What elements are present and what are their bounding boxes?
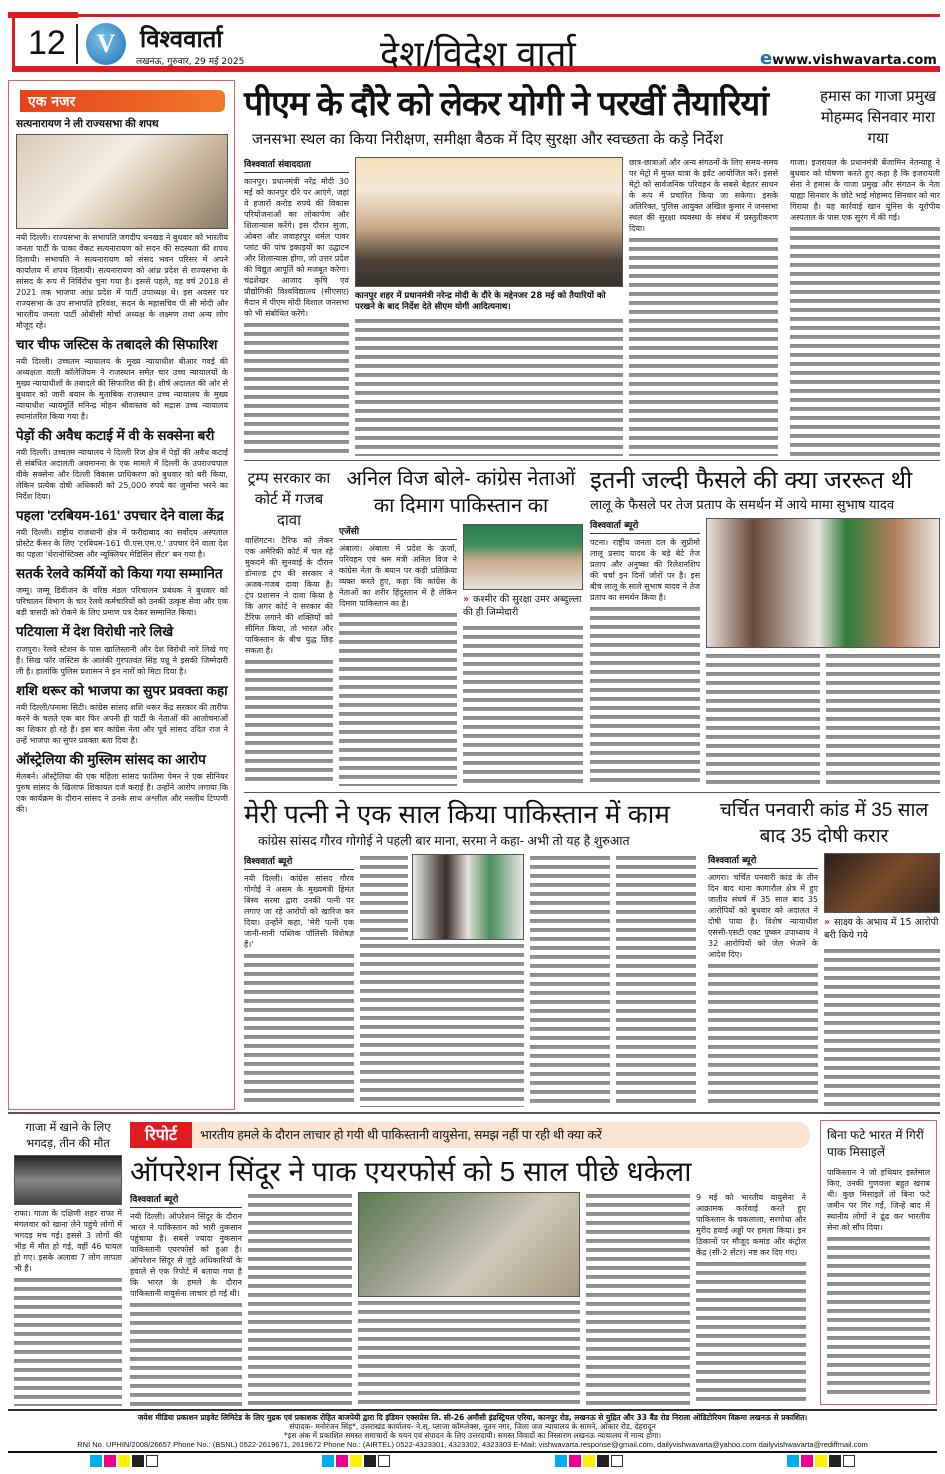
sindoor-headline: ऑपरेशन सिंदूर ने पाक एयरफोर्स को 5 साल पीछे धकेला: [130, 1156, 692, 1187]
brief-title: सतर्क रेलवे कर्मियों को किया गया सम्मानित: [16, 566, 223, 582]
lalu-subhead: लालू के फैसले पर तेज प्रताप के समर्थन में आये मामा सुभाष यादव: [590, 497, 895, 512]
byline: विश्ववार्ता ब्यूरो: [708, 853, 818, 869]
gaza-headline: गाजा में खाने के लिए भगदड़, तीन की मौत: [25, 1122, 111, 1150]
sindoor-body: नयी दिल्ली। ऑपरेशन सिंदूर के दौरान भारत ने पाकिस्तान को भारी नुकसान पहुंचाया है। सबसे ज्यादा नुकसान पाकिस्तानी एयरफोर्स को हुआ है। ऑपरेशन सिंदूर से जुड़े अधिकारियों के हवाले से एक रिपोर्ट में बताया गया है कि भारत के हमले के दौरान पाकिस्तानी वायुसेना लाचार हो गई थी।: [130, 1212, 242, 1298]
vij-headline: अनिल विज बोले- कांग्रेस नेताओं का दिमाग पाकिस्तान का: [346, 468, 576, 517]
section-title: देश/विदेश वार्ता: [380, 33, 576, 74]
color-registration-marks: [90, 1455, 158, 1467]
text-block: [706, 652, 820, 786]
brief-title: चार चीफ जस्टिस के तबादले की सिफारिश: [16, 336, 218, 352]
pullquote-text: साक्ष्य के अभाव में 15 आरोपी बरी किये गये: [824, 917, 939, 941]
lead-story: [244, 82, 784, 456]
gogoi-col-2: [360, 854, 524, 1107]
quote-chevron-icon: »: [824, 917, 831, 928]
vij-col-2: [463, 524, 583, 786]
sindoor-col-3: [358, 1192, 580, 1406]
text-block: [708, 962, 818, 1107]
sindoor-col-1: [130, 1192, 242, 1406]
brief-body: नयी दिल्ली। उच्चतम न्यायालय के मुख्य न्यायाधीश बीआर गवई की अध्यक्षता वाली कॉलेजियम ने राजस्थान समेत चार उच्च न्यायालयों के मुख्य न्यायाधीशों के तबादले की सिफारिश की है। शीर्ष अदालत की ओर से बुधवार को जारी बयान के मुताबिक राजस्थान उच्च न्यायालय के मुख्य न्यायाधीश न्यायमूर्ति मनिन्द्र मोहन श्रीवास्तव को मद्रास उच्च न्यायालय स्थानांतरित किया गया है।: [16, 356, 228, 421]
brief-title: पेड़ों की अवैध कटाई में वी के सक्सेना बरी: [16, 427, 215, 443]
text-block: [586, 1192, 690, 1406]
divider: [244, 792, 940, 793]
brief-body: मेलबर्न। ऑस्ट्रेलिया की एक महिला सांसद फातिमा पेमन ने एक सीनियर पुरुष सांसद के खिलाफ शिकायत दर्ज कराई है। उन्होंने आरोप लगाया कि एक कार्यक्रम के दौरान सांसद ने उनके साथ अश्लील और नस्लीय टिप्पणी की।: [16, 771, 228, 814]
gogoi-subhead: कांग्रेस सांसद गौरव गोगोई ने पहली बार माना, सरमा ने कहा- अभी तो यह है शुरुआत: [258, 834, 630, 848]
missiles-body: पाकिस्तान ने जो हथियार इस्तेमाल किए, उनकी गुणवत्ता बहुत खराब थी। कुछ मिसाइलें तो बिना फटे जमीन पर गिर गईं, जिन्हें बाद में स्थानीय लोगों ने ढूंढ कर भारतीय सेना को सौंप दिया।: [827, 1168, 930, 1232]
text-block: [616, 854, 696, 1107]
quote-chevron-icon: »: [463, 594, 470, 605]
lalu-col-1: [590, 518, 700, 786]
brief-body: जम्मू। जम्मू डिवीजन के वरिष्ठ मंडल परिचालन प्रबंधक ने बुधवार को परिचालन विभाग के चार रेलवे कर्मचारियों को उनकी उत्कृष्ट सेवा और एक बड़ी त्रासदी को रोकने के लिए प्रमाण पत्र देकर सम्मानित किया।: [16, 586, 228, 618]
gogoi-photo: [412, 854, 524, 940]
trump-headline: ट्रम्प सरकार का कोर्ट में गजब दावा: [247, 470, 331, 529]
text-block: [590, 605, 700, 786]
color-registration-marks: [787, 1455, 855, 1467]
text-block: [244, 952, 354, 1107]
hamas-headline: हमास का गाजा प्रमुख मोहम्मद सिनवार मारा गया: [820, 88, 936, 147]
brief-body: नयी दिल्ली। राज्यसभा के सभापति जगदीप धनखड़ ने बुधवार को भारतीय जनता पार्टी के पाका वेंकट सत्यनारायण को सदन की सदस्यता की शपथ दिलायी। सभापति ने सत्यनारायण को संसद भवन परिसर में अपने कार्यालय में शपथ दिलायी। सत्यनारायण को आंध्र प्रदेश से राज्यसभा के सांसद के रूप में निर्विरोध चुना गया है। इससे पहले, वह वर्ष 2018 से 2021 तक भाजपा आंध्र प्रदेश में पार्टी उपाध्यक्ष थे। इस अवसर पर राज्यसभा के उप सभापति हरिवंश, सदन के महासचिव पी सी मोदी और भारतीय जनता पार्टी ओबीसी मोर्चा अध्यक्ष के लक्ष्मण तथा अन्य लोग मौजूद रहे।: [16, 232, 228, 330]
lead-photo-caption: कानपुर शहर में प्रधानमंत्री नरेन्द्र मोदी के दौरे के मद्देनजर 28 मई को तैयारियों को परखने के बाद निर्देश देते सीएम योगी आदित्यनाथ।: [355, 291, 606, 312]
brief-body: नयी दिल्ली। राष्ट्रीय राजधानी क्षेत्र में फरीदाबाद का सर्वोदय अस्पताल प्रोस्टेट कैंसर के लिए 'टरबियम-161 पी.एस.एम.ए.' उपचार देने वाला देश का पहला 'थेरानोस्टिक्स और न्यूक्लियर मेडिसिन सेंटर' बन गया है।: [16, 528, 228, 560]
dateline: लखनऊ, गुरुवार, 29 मई 2025: [136, 57, 245, 67]
byline: विश्ववार्ता ब्यूरो: [130, 1192, 242, 1208]
brief-body: नयी दिल्ली। उच्चतम न्यायालय ने दिल्ली रिज क्षेत्र में पेड़ों की अवैध कटाई से संबंधित अदालती अवमानना के एक मामले में दिल्ली के उपराज्यपाल वीके सक्सेना और दिल्ली विकास प्राधिकरण को बुधवार को बरी किया, लेकिन प्रत्येक दोषी अधिकारी को 25,000 रुपये का जुर्माना भरने का निर्देश दिया।: [16, 447, 228, 501]
vij-story: [339, 466, 583, 786]
text-block: [360, 942, 524, 1107]
footer: [8, 1413, 937, 1467]
trump-body: वाशिंगटन। टैरिफ को लेकर एक अमेरिकी कोर्ट में चल रहे मुकदमे की सुनवाई के दौरान डोनाल्ड ट्रंप की सरकार ने अजब-गजब दावा किया है। ट्रंप प्रशासन ने दावा किया है कि अगर कोर्ट ने सरकार की टैरिफ लगाने की शक्तियों को सीमित किया, तो भारत और पाकिस्तान के बीच युद्ध छिड़ सकता है।: [245, 536, 333, 655]
text-block: [244, 321, 349, 456]
lead-photo: [355, 157, 623, 287]
missiles-box: [820, 1120, 937, 1405]
gavel-photo: [824, 853, 940, 913]
lead-col-2: [355, 157, 623, 456]
brand-logo: V: [86, 23, 126, 65]
editor-line: संपादक- मनोरंजन सिंह*, उत्तराखंड कार्यालय- ने.स्. प्लाजा कॉम्प्लेक्स, नूतन नगर, जिला जज न्यायालय के सामने, ओंकार रोड, देहरादून: [289, 1422, 656, 1431]
footer-divider: [8, 1409, 937, 1411]
vij-pullquote: [463, 593, 583, 619]
divider: [76, 24, 78, 64]
briefs-column: [16, 116, 228, 815]
hamas-story: [790, 86, 940, 456]
sindoor-col-5: [696, 1192, 806, 1406]
gaza-photo: [14, 1155, 122, 1205]
divider: [8, 1112, 940, 1114]
brief-title: ऑस्ट्रेलिया की मुस्लिम सांसद का आरोप: [16, 751, 206, 767]
gaza-body: राफा। गाजा के दक्षिणी शहर राफा में मंगलवार को खाना लेने पहुंचे लोगों में भगदड़ मच गई। इससे 3 लोगों की भीड़ में मौत हो गई, वहीं 46 घायल हो गए। इसके अलावा 7 लोग लापता भी हैं।: [14, 1209, 122, 1273]
gogoi-body: नयी दिल्ली। कांग्रेस सांसद गौरव गोगोई ने असम के मुख्यमंत्री हिमंत बिस्व सरमा द्वारा उनकी पत्नी पर लगाए जा रहे आरोपों को खारिज कर दिया। उन्होंने कहा, 'मेरी पत्नी एक जानी-मानी पब्लिक पॉलिसी विशेषज्ञ हैं।': [244, 874, 354, 949]
panwari-col-1: [708, 853, 818, 1107]
color-registration-marks: [322, 1455, 390, 1467]
website-text: www.vishwavarta.com: [772, 53, 937, 68]
text-block: [696, 1260, 806, 1406]
hamas-body: गाजा। इजरायल के प्रधानमंत्री बेंजामिन नेतन्याहू ने बुधवार को घोषणा करते हुए कहा है कि इजरायली सेना ने हमास के गाजा प्रमुख और संगठन के नेता याह्या सिनवार के छोटे भाई मोहम्मद सिनवार को मार गिराया है। यह कार्रवाई खान यूनिस के यूरोपीय अस्पताल के पास एक सुरंग में की गई।: [790, 158, 940, 222]
ek-nazar-tab: एक नजर: [20, 90, 225, 112]
text-block: [358, 1299, 580, 1406]
byline: विश्ववार्ता संवाददाता: [244, 157, 349, 173]
text-block: [14, 1276, 122, 1406]
vij-col-1: [339, 524, 457, 786]
text-block: [360, 854, 408, 940]
gogoi-story: [244, 797, 702, 1107]
lead-subhead: जनसभा स्थल का किया निरीक्षण, समीक्षा बैठक में दिए सुरक्षा और स्वच्छता के कड़े निर्देश: [252, 131, 724, 148]
sindoor-kicker: भारतीय हमले के दौरान लाचार हो गयी थी पाकिस्तानी वायुसेना, समझ नहीं पा रही थी क्या करें: [200, 1128, 602, 1142]
gogoi-col-1: [244, 854, 354, 1107]
color-registration-marks: [555, 1455, 623, 1467]
brief-photo: [16, 134, 228, 229]
brand-name: विश्ववार्ता: [140, 25, 223, 53]
lead-body: कानपुर। प्रधानमंत्री नरेंद्र मोदी 30 मई को कानपुर दौरे पर आएंगे, जहां वे हजारों करोड़ रुपये की विकास परियोजनाओं का लोकार्पण और शिलान्यास करेंगे। इस दौरान सुजा, ओबरा और जवाहरपुर थर्मल पावर प्लांट की पांच इकाइयों का उद्घाटन और शिलान्यास होगा, जो उत्तर प्रदेश की विद्युत आपूर्ति को मजबूत करेगा। चंद्रशेखर आजाद कृषि एवं प्रौद्योगिकी विश्वविद्यालय (सीएसए) मैदान में पीएम मोदी विशाल जनसभा को भी संबोधित करेंगे।: [244, 177, 349, 318]
panwari-col-2: [824, 853, 940, 1107]
lead-col-3: [629, 157, 778, 456]
text-block: [355, 317, 623, 456]
divider: [8, 1451, 937, 1453]
vij-body: अंबाला। अंबाला में प्रदेश के ऊर्जा, परिवहन एवं श्रम मंत्री अनिल विज ने कांग्रेस नेता के बयान पर कड़ी प्रतिक्रिया व्यक्त करते हुए, कहा कि कांग्रेस के नेताओं का शरीर हिंदुस्तान में है लेकिन दिमाग पाकिस्तान का है।: [339, 544, 457, 608]
lalu-story: [590, 466, 940, 786]
sindoor-story: [130, 1154, 812, 1406]
report-tag: रिपोर्ट: [130, 1122, 192, 1148]
text-block: [248, 1192, 352, 1406]
byline: एजेंसी: [339, 524, 457, 540]
text-block: [629, 236, 778, 456]
lead-body-continued: छात्र-छात्राओं और अन्य संगठनों के लिए समय-समय पर मेट्रो में मुफ्त यात्रा के इवेंट आयोजित करें। इससे मेट्रो को सार्वजनिक परिवहन के सबसे बेहतर साधन के रूप में प्रचारित किया जा सकेगा। इसके अतिरिक्त, पुलिस आयुक्त अखिल कुमार ने जनसभा स्थल की सुरक्षा व्यवस्था के संबंध में प्रस्तुतीकरण दिया।: [629, 158, 778, 233]
satellite-photo: [358, 1192, 580, 1297]
publisher-line: जयेश मीडिया प्रकाशन प्राइवेट लिमिटेड के लिए मुद्रक एवं प्रकाशक रोहित बाजपेयी द्वारा दि इंडियन एक्सप्रेस लि. सी-26 अमौसी इंडस्ट्रियल एरिया, कानपुर रोड, लखनऊ से मुद्रित और 33 बैंड रोड निराला ओडिटोरियम विक्रमा लखनऊ से प्रकाशित।: [137, 1413, 808, 1422]
text-block: [463, 624, 583, 786]
page-number: 12: [28, 24, 66, 62]
panwari-story: [708, 798, 940, 1107]
text-block: [827, 1235, 930, 1398]
lalu-headline: इतनी जल्दी फैसले की क्या जररूत थी: [590, 467, 913, 494]
byline: विश्ववार्ता ब्यूरो: [244, 854, 354, 870]
brief-body: नयी दिल्ली/पनामा सिटी। कांग्रेस सांसद शशि थरूर केंद्र सरकार की तारीफ करने के चलते एक बार फिर अपनी ही पार्टी के नेताओं की आलोचनाओं का शिकार हो रहे हैं। इस बार कांग्रेस नेता और पूर्व सांसद उदित राज ने उन्हें भाजपा का सुपर प्रवक्ता बता दिया है।: [16, 702, 228, 745]
lalu-col-2: [706, 518, 940, 786]
vij-photo: [463, 524, 583, 590]
lead-col-1: [244, 157, 349, 456]
text-block: [130, 1301, 242, 1406]
panwari-pullquote: [824, 916, 940, 942]
lalu-body: पटना। राष्ट्रीय जनता दल के सुप्रीमो लालू प्रसाद यादव के बड़े बेटे तेज प्रताप और अनुष्का की रिलेशनशिप की चर्चा इन दिनों जोरों पर है। इस बीच लालू के साले सुभाष यादव ने तेज प्रताप का समर्थन किया है।: [590, 538, 700, 602]
pullquote-text: कश्मीर की सुरक्षा उमर अब्दुल्ला की ही जिम्मेदारी: [463, 594, 582, 618]
brief-title: सत्यनारायण ने ली राज्यसभा की शपथ: [16, 118, 159, 130]
text-block: [824, 947, 940, 1107]
byline: विश्ववार्ता ब्यूरो: [590, 518, 700, 534]
gaza-story: [14, 1120, 122, 1406]
browser-icon: e: [760, 48, 773, 69]
lead-headline: पीएम के दौरे को लेकर योगी ने परखीं तैयारियां: [244, 85, 769, 123]
panwari-headline: चर्चित पनवारी कांड में 35 साल बाद 35 दोषी करार: [719, 800, 929, 847]
gogoi-headline: मेरी पत्नी ने एक साल किया पाकिस्तान में काम: [244, 799, 670, 829]
brief-title: शशि थरूर को भाजपा का सुपर प्रवक्ता कहा: [16, 682, 228, 698]
website-link[interactable]: [760, 48, 937, 69]
text-block: [530, 854, 610, 1107]
brief-title: पटियाला में देश विरोधी नारे लिखे: [16, 624, 174, 640]
lalu-photo: [706, 518, 940, 648]
panwari-body: आगरा। चर्चित पनवारी कांड के तीन दिन बाद थाना कागारौल क्षेत्र में हुए जातीय संघर्ष में 35 साल बाद 35 आरोपियों को बुधवार को अदालत ने दोषी पाया है। विशेष न्यायाधीश एससी-एसटी एक्ट पुष्कर उपाध्याय ने 32 आरोपियों को जेल भेजने के आदेश दिए।: [708, 873, 818, 959]
divider: [244, 460, 940, 461]
text-block: [826, 652, 940, 786]
text-block: [790, 225, 940, 456]
trump-story: [245, 468, 333, 786]
disclaimer-line: *इस अंक में प्रकाशित समस्त समाचारों के चयन एवं संपादन के लिए उत्तरदायी। समस्त विवादों का निस्तारण लखनऊ न्यायालय में मान्य होगा।: [283, 1431, 662, 1440]
text-block: [339, 611, 457, 786]
text-block: [245, 658, 333, 786]
missiles-headline: बिना फटे भारत में गिरीं पाक मिसाइलें: [827, 1128, 924, 1159]
brief-title: पहला 'टरबियम-161' उपचार देने वाला केंद्र: [16, 507, 224, 523]
sindoor-body-2: 9 मई को भारतीय वायुसेना ने आक्रामक कार्रवाई करते हुए पाकिस्तान के चकलाला, सरगोधा और मुरीद हवाई अड्डों पर हमला किया। इन ठिकानों पर मौजूद कमांड और कंट्रोल केंद्र (सी-2 सेंटर) नष्ट कर दिए गए।: [696, 1193, 806, 1257]
brief-body: राजपुरा। रेलवे स्टेशन के पास खालिस्तानी और देश विरोधी नारे लिखे गए हैं। सिख फॉर जस्टिस के आतंकी गुरपतवंत सिंह पन्नू ने इसकी जिम्मेदारी ली है। हालांकि पुलिस प्रशासन ने इन नारों को मिटा दिया है।: [16, 644, 228, 676]
contact-line: RNI No. UPHIN/2008/26657 Phone No.: (BSNL) 0522-2619671, 2619672 Phone No.: (AIRTEL) 0522-4323301, 4323302, 4323303 E-Mail: vishwavarta.response@gmail.com, dailyvishwavarta@yahoo.com dailyvishwavarta@rediffmail.com: [77, 1440, 868, 1449]
color-registration-strip: [8, 1455, 937, 1467]
